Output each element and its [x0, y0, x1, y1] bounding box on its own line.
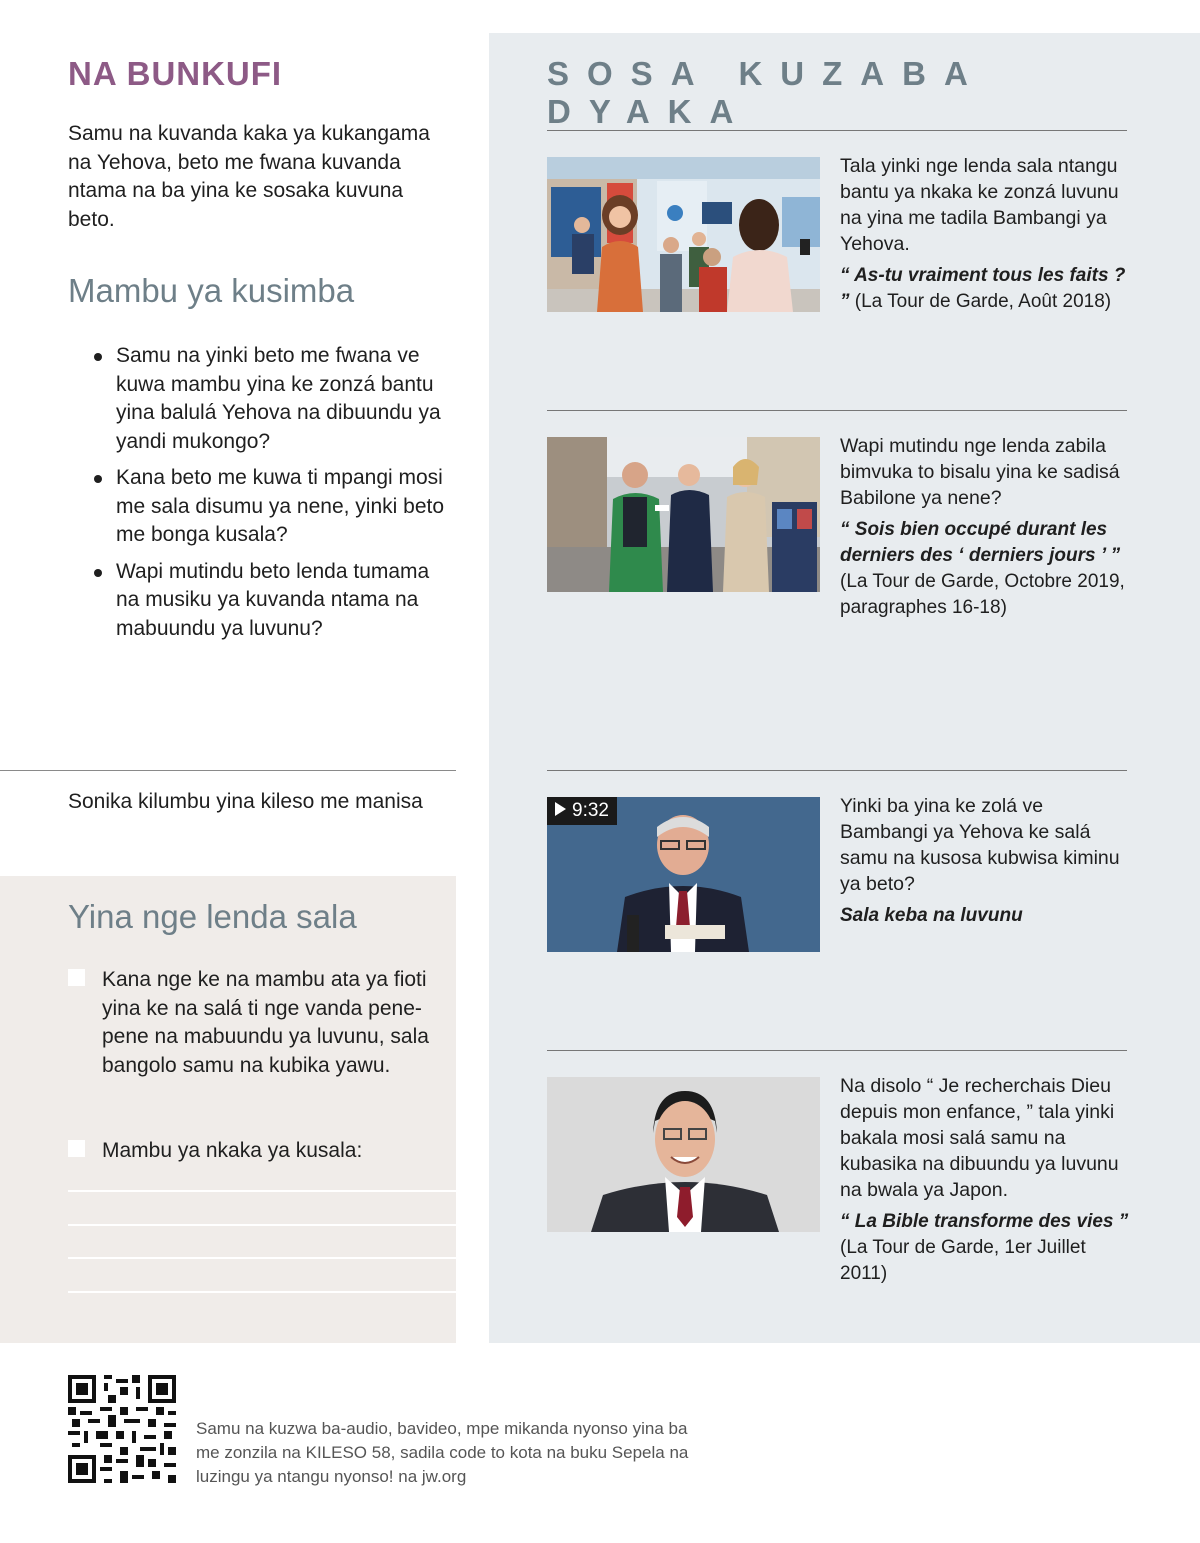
resource-reference[interactable]: [840, 263, 1130, 315]
review-question: Kana beto me kuwa ti mpangi mosi me sala disumu ya nene, yinki beto me bonga kusala?: [92, 464, 457, 550]
action-item-text: Mambu ya nkaka ya kusala:: [102, 1139, 363, 1162]
duration-text: 9:32: [572, 800, 609, 821]
divider: [547, 1050, 1127, 1051]
action-item: [68, 966, 438, 1080]
write-line[interactable]: [68, 1291, 456, 1293]
resource-4: [840, 1073, 1130, 1287]
resource-question: Wapi mutindu nge lenda zabila bimvuka to bisalu yina ke sadisá Babilone ya nene?: [840, 435, 1120, 509]
checkbox[interactable]: [68, 1140, 85, 1157]
resource-image-portrait[interactable]: [547, 1077, 820, 1232]
write-line[interactable]: [68, 1224, 456, 1226]
divider: [547, 130, 1127, 131]
resource-title[interactable]: “ Sois bien occupé durant les derniers des ‘ derniers jours ’ ”: [840, 519, 1121, 566]
resource-reference[interactable]: [840, 903, 1130, 929]
resource-question: Yinki ba yina ke zolá ve Bambangi ya Yehova ke salá samu na kusosa kubwisa kiminu ya beto?: [840, 795, 1120, 895]
resource-question: Na disolo “ Je recherchais Dieu depuis mon enfance, ” tala yinki bakala mosi salá samu na kubasika na dibuundu ya luvunu na bwala ya Japon.: [840, 1075, 1119, 1201]
action-heading: Yina nge lenda sala: [68, 898, 357, 935]
action-item: [68, 1137, 438, 1166]
resource-reference[interactable]: [840, 1209, 1130, 1287]
divider: [547, 770, 1127, 771]
resource-3: [840, 793, 1130, 929]
resource-1: [840, 153, 1130, 315]
resource-title[interactable]: Sala keba na luvunu: [840, 905, 1023, 926]
resource-image-witnessing[interactable]: [547, 437, 820, 592]
resource-2: [840, 433, 1130, 621]
resource-video-thumbnail[interactable]: [547, 797, 820, 952]
write-line[interactable]: [68, 1257, 456, 1259]
action-panel: [0, 876, 456, 1343]
review-heading: Mambu ya kusimba: [68, 272, 355, 309]
review-questions: [92, 342, 457, 651]
resource-title[interactable]: “ La Bible transforme des vies ”: [840, 1211, 1129, 1232]
further-study-heading: SOSA KUZABA DYAKA: [547, 55, 985, 130]
write-line[interactable]: [68, 1190, 456, 1192]
summary-heading: NA BUNKUFI: [68, 55, 283, 92]
divider: [0, 770, 456, 771]
resource-image-news[interactable]: [547, 157, 820, 312]
video-duration: [547, 797, 617, 825]
review-question: Samu na yinki beto me fwana ve kuwa mambu yina ke zonzá bantu yina balulá Yehova na dibuundu ya yandi mukongo?: [92, 342, 457, 456]
resource-title[interactable]: “ As-tu vraiment tous les faits ? ”: [840, 265, 1126, 312]
play-icon: [555, 802, 566, 816]
qr-code[interactable]: [68, 1375, 176, 1483]
checkbox[interactable]: [68, 969, 85, 986]
divider: [547, 410, 1127, 411]
resource-source: (La Tour de Garde, Août 2018): [849, 291, 1112, 312]
review-question: Wapi mutindu beto lenda tumama na musiku ya kuvanda ntama na mabuundu ya luvunu?: [92, 558, 457, 644]
resource-reference[interactable]: [840, 517, 1130, 621]
resource-question: Tala yinki nge lenda sala ntangu bantu ya nkaka ke zonzá luvunu na yina me tadila Bambangi ya Yehova.: [840, 155, 1119, 255]
footer-note: Samu na kuzwa ba-audio, bavideo, mpe mikanda nyonso yina ba me zonzila na KILESO 58, sadila code to kota na buku Sepela na luzingu ya ntangu nyonso! na jw.org: [196, 1419, 689, 1486]
summary-text: Samu na kuvanda kaka ya kukangama na Yehova, beto me fwana kuvanda ntama na ba yina ke sosaka kuvuna beto.: [68, 122, 430, 231]
completion-date-prompt: Sonika kilumbu yina kileso me manisa: [68, 790, 423, 813]
resource-source: (La Tour de Garde, 1er Juillet 2011): [840, 1237, 1086, 1284]
action-item-text: Kana nge ke na mambu ata ya fioti yina ke na salá ti nge vanda pene-pene na mabuundu ya luvunu, sala bangolo samu na kubika yawu.: [102, 968, 429, 1077]
resource-source: (La Tour de Garde, Octobre 2019, paragraphes 16-18): [840, 571, 1125, 618]
